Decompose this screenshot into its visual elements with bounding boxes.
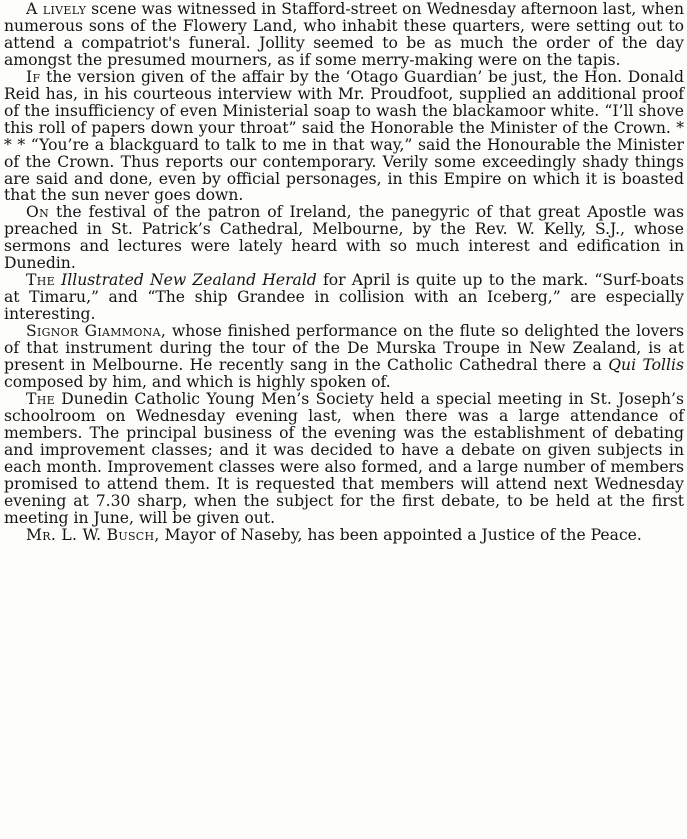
paragraph-lead-words: If <box>26 67 41 86</box>
paragraph-illustrated-herald <box>4 272 684 323</box>
paragraph-reid-proudfoot <box>4 69 684 205</box>
paragraph-chinese-funeral <box>4 1 684 69</box>
paragraph-young-mens-society <box>4 391 684 527</box>
paragraph-lead-words: On <box>26 203 50 222</box>
paragraph-text: composed by him, and which is highly spoken of. <box>4 372 391 391</box>
paragraph-giammona <box>4 323 684 391</box>
paragraph-text: Dunedin Catholic Young Men’s Society held a special meeting in St. Joseph’s schoolroom on Wednesday evening last, when there was a large attendance of members. The principal business of the evening was the establishment of debating and improvement classes; and it was decided to have a debate on given subjects in each month. Improvement classes were also formed, and a large number of members promised to attend them. It is requested that members will attend next Wednesday evening at 7.30 sharp, when the subject for the first debate, to be held at the first meeting in June, will be given out. <box>4 389 684 527</box>
paragraph-lead-words: The <box>26 271 55 290</box>
paragraph-text: the version given of the affair by the ‘Otago Guardian’ be just, the Hon. Donald Reid has, in his courteous interview with Mr. Proudfoot, supplied an additional proof of the insufficiency of even Ministerial soap to wash the blackamoor white. “I’ll shove this roll of papers down your throat” said the Honorable the Minister of the Crown. * * * “You’re a blackguard to talk to me in that way,” said the Honourable the Minister of the Crown. Thus reports our contemporary. Verily some exceedingly shady things are said and done, even by official personages, in this Empire on which it is boasted that the sun never goes down. <box>4 67 684 205</box>
paragraph-text: whose finished performance on the flute so delighted the lovers of that instrument during the tour of the De Murska Troupe in New Zealand, is at present in Melbourne. He recently sang in the Catholic Cathedral there a <box>4 322 684 375</box>
paragraph-italic-text: Qui Tollis <box>608 356 684 375</box>
paragraph-lead-words: The <box>26 389 55 408</box>
paragraph-text: Mayor of Naseby, has been appointed a Justice of the Peace. <box>159 525 642 544</box>
paragraph-lead-words: A lively <box>26 0 87 18</box>
paragraph-busch <box>4 527 684 544</box>
paragraph-st-patrick <box>4 204 684 272</box>
paragraph-text: scene was witnessed in Stafford-street on Wednesday afternoon last, when numerous sons of the Flowery Land, who inhabit these quarters, were setting out to attend a compatriot's funeral. Jollity seemed to be as much the order of the day amongst the presumed mourners, as if some merry-making were on the tapis. <box>4 0 684 69</box>
paragraph-text: the festival of the patron of Ireland, the panegyric of that great Apostle was preached in St. Patrick’s Cathedral, Melbourne, by the Rev. W. Kelly, S.J., whose sermons and lectures were lately heard with so much interest and edification in Dunedin. <box>4 203 684 273</box>
paragraph-italic-text: Illustrated New Zealand Herald <box>61 271 317 290</box>
paragraph-lead-words: Mr. L. W. Busch, <box>26 525 160 544</box>
paragraph-lead-words: Signor Giammona, <box>26 322 167 341</box>
paragraph-text: for April is quite up to the mark. “Surf-boats at Timaru,” and “The ship Grandee in collision with an Iceberg,” are especially interesting. <box>4 271 684 324</box>
